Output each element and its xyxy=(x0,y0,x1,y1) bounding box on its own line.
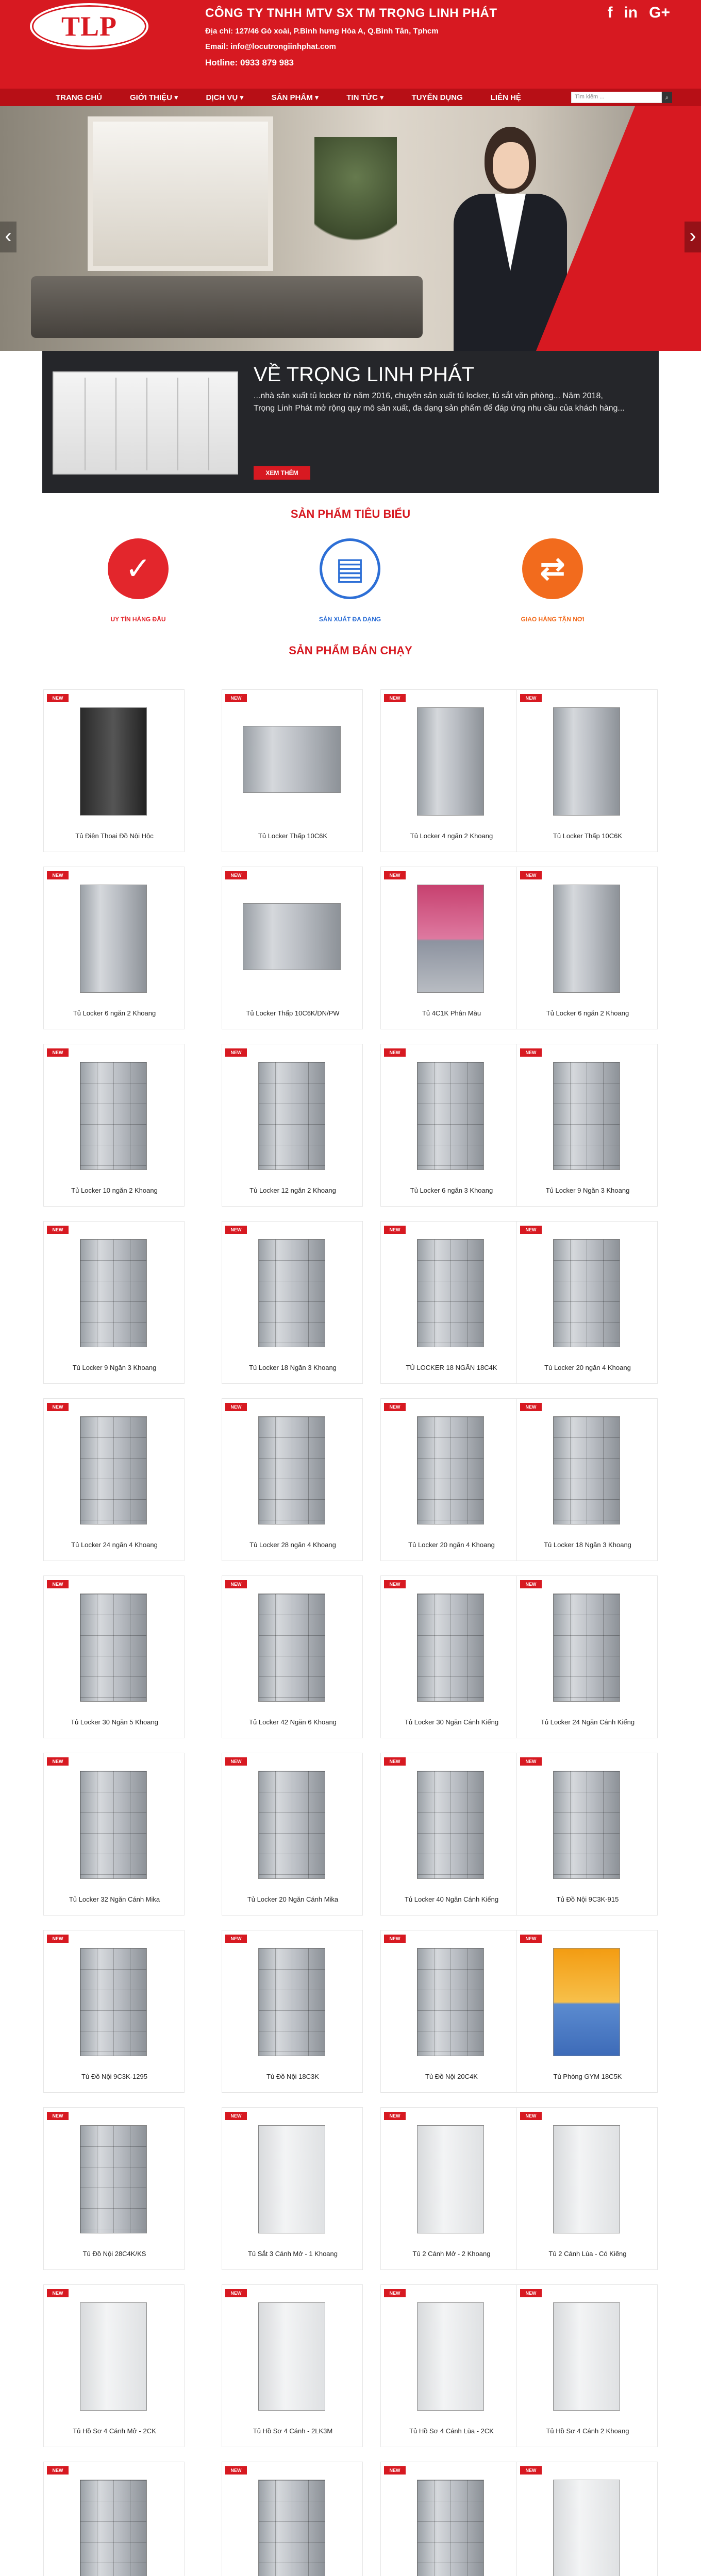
product-card[interactable] xyxy=(516,1930,658,2093)
product-card[interactable] xyxy=(222,689,363,852)
new-badge: NEW xyxy=(384,871,406,879)
company-hotline[interactable]: Hotline: 0933 879 983 xyxy=(205,58,294,67)
hero-next-arrow[interactable]: › xyxy=(685,222,701,252)
new-badge: NEW xyxy=(225,1048,247,1057)
product-card[interactable] xyxy=(222,1930,363,2093)
product-card[interactable] xyxy=(43,1575,185,1738)
product-name[interactable]: Tủ Đồ Nội 9C3K-915 xyxy=(556,1895,619,1903)
new-badge: NEW xyxy=(225,2112,247,2120)
product-card[interactable] xyxy=(222,1221,363,1384)
new-badge: NEW xyxy=(47,1935,69,1943)
nav-item-products[interactable]: SẢN PHẨM ▾ xyxy=(271,93,319,102)
product-card[interactable] xyxy=(380,1753,522,1916)
product-card[interactable] xyxy=(516,1044,658,1207)
new-badge: NEW xyxy=(384,694,406,702)
product-name[interactable]: Tủ Locker 30 Ngăn 5 Khoang xyxy=(71,1718,158,1726)
product-image[interactable] xyxy=(243,903,341,970)
product-card[interactable] xyxy=(516,2107,658,2270)
product-name[interactable]: Tủ Điện Thoại Đồ Nội Hộc xyxy=(75,832,154,840)
product-image[interactable] xyxy=(258,2480,325,2576)
product-image[interactable] xyxy=(553,2480,620,2576)
product-name[interactable]: Tủ Locker 6 ngăn 3 Khoang xyxy=(410,1187,493,1194)
product-image[interactable] xyxy=(80,1416,147,1524)
product-card[interactable] xyxy=(516,1575,658,1738)
product-name[interactable]: Tủ 4C1K Phân Màu xyxy=(422,1009,481,1017)
product-image[interactable] xyxy=(258,1062,325,1170)
new-badge: NEW xyxy=(384,2466,406,2475)
product-image[interactable] xyxy=(417,1594,484,1702)
shield-icon: ✓ xyxy=(108,538,169,599)
new-badge: NEW xyxy=(225,1580,247,1588)
product-name[interactable]: Tủ Locker 6 ngăn 2 Khoang xyxy=(73,1009,156,1017)
new-badge: NEW xyxy=(520,694,542,702)
product-name[interactable]: Tủ Hồ Sơ 4 Cánh - 2LK3M xyxy=(253,2427,333,2435)
product-image[interactable] xyxy=(258,1771,325,1879)
new-badge: NEW xyxy=(520,1226,542,1234)
product-image[interactable] xyxy=(80,885,147,993)
product-card[interactable] xyxy=(43,2107,185,2270)
new-badge: NEW xyxy=(47,2466,69,2475)
cabinet-icon: ▤ xyxy=(320,538,380,599)
product-card[interactable] xyxy=(222,1398,363,1561)
hero-background-window xyxy=(88,116,273,271)
hero-background-plant xyxy=(314,137,397,271)
new-badge: NEW xyxy=(520,2289,542,2297)
new-badge: NEW xyxy=(47,694,69,702)
product-image[interactable] xyxy=(553,2302,620,2411)
new-badge: NEW xyxy=(384,1757,406,1766)
product-card[interactable] xyxy=(380,2107,522,2270)
new-badge: NEW xyxy=(520,1757,542,1766)
product-image[interactable] xyxy=(258,1239,325,1347)
new-badge: NEW xyxy=(225,1403,247,1411)
product-card[interactable] xyxy=(222,1575,363,1738)
product-image[interactable] xyxy=(417,1948,484,2056)
product-card[interactable] xyxy=(222,867,363,1029)
about-cabinet-image xyxy=(53,371,238,474)
new-badge: NEW xyxy=(47,2289,69,2297)
product-image[interactable] xyxy=(553,1771,620,1879)
product-card[interactable] xyxy=(516,1221,658,1384)
product-image[interactable] xyxy=(417,1771,484,1879)
new-badge: NEW xyxy=(225,2289,247,2297)
product-image[interactable] xyxy=(258,2302,325,2411)
nav-item-about[interactable]: GIỚI THIỆU ▾ xyxy=(130,93,178,102)
product-name[interactable]: Tủ Sắt 3 Cánh Mở - 1 Khoang xyxy=(247,2250,338,2258)
product-name[interactable]: Tủ Locker 12 ngăn 2 Khoang xyxy=(249,1187,336,1194)
main-nav xyxy=(0,89,701,106)
featured-label: GIAO HÀNG TẬN NƠI xyxy=(521,616,585,623)
new-badge: NEW xyxy=(225,1226,247,1234)
product-name[interactable]: Tủ Locker 20 Ngăn Cánh Mika xyxy=(247,1895,339,1903)
new-badge: NEW xyxy=(47,1580,69,1588)
new-badge: NEW xyxy=(520,1048,542,1057)
product-image[interactable] xyxy=(417,2125,484,2233)
product-card[interactable] xyxy=(516,2284,658,2447)
truck-icon: ⇄ xyxy=(522,538,583,599)
product-image[interactable] xyxy=(80,2125,147,2233)
nav-item-contact[interactable]: LIÊN HỆ xyxy=(490,93,521,102)
new-badge: NEW xyxy=(225,1757,247,1766)
hero-prev-arrow[interactable]: ‹ xyxy=(0,222,16,252)
product-name[interactable]: Tủ Locker Thấp 10C6K xyxy=(258,832,328,840)
product-card[interactable] xyxy=(43,689,185,852)
product-image[interactable] xyxy=(80,1239,147,1347)
new-badge: NEW xyxy=(47,1757,69,1766)
product-card[interactable] xyxy=(380,1930,522,2093)
product-card[interactable] xyxy=(516,1398,658,1561)
nav-item-services[interactable]: DỊCH VỤ ▾ xyxy=(206,93,244,102)
new-badge: NEW xyxy=(384,1226,406,1234)
product-card[interactable] xyxy=(43,1221,185,1384)
product-name[interactable]: Tủ Phòng GYM 18C5K xyxy=(553,2073,622,2080)
product-image[interactable] xyxy=(80,1948,147,2056)
product-card[interactable] xyxy=(516,1753,658,1916)
product-card[interactable] xyxy=(380,1398,522,1561)
new-badge: NEW xyxy=(47,1403,69,1411)
product-card[interactable] xyxy=(43,1753,185,1916)
featured-title: SẢN PHẨM TIÊU BIỂU xyxy=(290,507,411,520)
product-image[interactable] xyxy=(417,2302,484,2411)
product-card[interactable] xyxy=(380,1575,522,1738)
new-badge: NEW xyxy=(47,2112,69,2120)
product-image[interactable] xyxy=(80,2480,147,2576)
new-badge: NEW xyxy=(225,1935,247,1943)
product-name[interactable]: Tủ Locker 9 Ngăn 3 Khoang xyxy=(545,1187,630,1194)
chevron-down-icon: ▾ xyxy=(314,93,319,102)
product-name[interactable]: Tủ Hồ Sơ 4 Cánh Lùa - 2CK xyxy=(409,2427,494,2435)
product-image[interactable] xyxy=(553,1062,620,1170)
new-badge: NEW xyxy=(520,1580,542,1588)
logo[interactable] xyxy=(30,3,148,49)
nav-item-home[interactable]: TRANG CHỦ xyxy=(56,93,102,102)
social-links xyxy=(607,4,670,22)
product-image[interactable] xyxy=(243,726,341,793)
product-name[interactable]: Tủ Đồ Nội 18C3K xyxy=(266,2073,319,2080)
product-card[interactable] xyxy=(222,1753,363,1916)
company-email[interactable]: Email: info@locutrongiinhphat.com xyxy=(205,42,336,51)
product-image[interactable] xyxy=(80,2302,147,2411)
facebook-icon[interactable]: f xyxy=(607,4,613,21)
product-card[interactable] xyxy=(222,2284,363,2447)
product-card[interactable] xyxy=(380,867,522,1029)
product-image[interactable] xyxy=(553,1416,620,1524)
product-name[interactable]: Tủ Locker 24 Ngăn Cánh Kiếng xyxy=(540,1718,635,1726)
product-image[interactable] xyxy=(417,1062,484,1170)
product-name[interactable]: Tủ Đồ Nội 20C4K xyxy=(425,2073,478,2080)
product-image[interactable] xyxy=(553,1239,620,1347)
product-image[interactable] xyxy=(417,1239,484,1347)
bestseller-title: SẢN PHẨM BÁN CHẠY xyxy=(289,644,412,657)
product-image[interactable] xyxy=(553,1594,620,1702)
product-card[interactable] xyxy=(43,867,185,1029)
product-card[interactable] xyxy=(516,867,658,1029)
new-badge: NEW xyxy=(225,2466,247,2475)
product-card[interactable] xyxy=(380,1221,522,1384)
new-badge: NEW xyxy=(47,1226,69,1234)
product-image[interactable] xyxy=(553,2125,620,2233)
product-image[interactable] xyxy=(258,1594,325,1702)
product-card[interactable] xyxy=(380,689,522,852)
product-name[interactable]: TỦ LOCKER 18 NGĂN 18C4K xyxy=(406,1364,497,1371)
product-name[interactable]: Tủ Hồ Sơ 4 Cánh Mở - 2CK xyxy=(73,2427,156,2435)
product-card[interactable] xyxy=(380,2462,522,2576)
about-section xyxy=(42,351,659,493)
new-badge: NEW xyxy=(520,871,542,879)
search-icon[interactable]: ⌕ xyxy=(662,92,672,103)
product-card[interactable] xyxy=(380,1044,522,1207)
product-name[interactable]: Tủ Locker 4 ngăn 2 Khoang xyxy=(410,832,493,840)
company-address: Địa chỉ: 127/46 Gò xoài, P.Bình hưng Hòa A, Q.Bình Tân, Tphcm xyxy=(205,27,439,36)
linkedin-icon[interactable]: in xyxy=(624,4,638,21)
new-badge: NEW xyxy=(520,2466,542,2475)
product-card[interactable] xyxy=(516,689,658,852)
new-badge: NEW xyxy=(520,1403,542,1411)
product-name[interactable]: Tủ Locker 18 Ngăn 3 Khoang xyxy=(544,1541,631,1549)
chevron-down-icon: ▾ xyxy=(174,93,178,102)
product-name[interactable]: Tủ Locker 32 Ngăn Cánh Mika xyxy=(69,1895,160,1903)
product-card[interactable] xyxy=(43,1398,185,1561)
logo-text: TLP xyxy=(61,11,118,42)
product-image[interactable] xyxy=(417,885,484,993)
new-badge: NEW xyxy=(225,871,247,879)
new-badge: NEW xyxy=(47,1048,69,1057)
product-name[interactable]: Tủ Hồ Sơ 4 Cánh 2 Khoang xyxy=(546,2427,629,2435)
new-badge: NEW xyxy=(384,1580,406,1588)
new-badge: NEW xyxy=(47,871,69,879)
chevron-down-icon: ▾ xyxy=(240,93,244,102)
product-name[interactable]: Tủ Đồ Nội 9C3K-1295 xyxy=(81,2073,147,2080)
product-image[interactable] xyxy=(258,1948,325,2056)
nav-item-news[interactable]: TIN TỨC ▾ xyxy=(346,93,384,102)
product-image[interactable] xyxy=(258,1416,325,1524)
chevron-down-icon: ▾ xyxy=(380,93,384,102)
product-card[interactable] xyxy=(43,2284,185,2447)
hero-background-sofa xyxy=(31,276,423,338)
new-badge: NEW xyxy=(384,1935,406,1943)
new-badge: NEW xyxy=(384,1048,406,1057)
product-card[interactable] xyxy=(222,2462,363,2576)
product-name[interactable]: Tủ Locker 20 ngăn 4 Khoang xyxy=(544,1364,631,1371)
product-image[interactable] xyxy=(80,1062,147,1170)
product-card[interactable] xyxy=(43,2462,185,2576)
product-image[interactable] xyxy=(258,2125,325,2233)
company-name: CÔNG TY TNHH MTV SX TM TRỌNG LINH PHÁT xyxy=(205,6,497,20)
new-badge: NEW xyxy=(384,2112,406,2120)
nav-item-careers[interactable]: TUYỂN DỤNG xyxy=(411,93,463,102)
about-text: ...nhà sản xuất tủ locker từ năm 2016, chuyên sản xuất tủ locker, tủ sắt văn phòng... Năm 2018, Trọng Linh Phát mở rộng quy mô sản xuất, đa dạng sản phẩm để đáp ứng nhu cầu của khách hàng... xyxy=(254,392,625,413)
product-image[interactable] xyxy=(553,885,620,993)
product-name[interactable]: Tủ Locker 9 Ngăn 3 Khoang xyxy=(72,1364,157,1371)
product-name[interactable]: Tủ Locker Thấp 10C6K xyxy=(553,832,623,840)
product-image[interactable] xyxy=(80,1594,147,1702)
about-title: VỀ TRỌNG LINH PHÁT xyxy=(254,363,475,386)
product-image[interactable] xyxy=(417,707,484,816)
product-card[interactable] xyxy=(43,1044,185,1207)
product-name[interactable]: Tủ Locker 20 ngăn 4 Khoang xyxy=(408,1541,495,1549)
new-badge: NEW xyxy=(520,1935,542,1943)
product-card[interactable] xyxy=(222,2107,363,2270)
featured-label: UY TÍN HÀNG ĐẦU xyxy=(110,616,166,623)
product-name[interactable]: Tủ Locker 40 Ngăn Cánh Kiếng xyxy=(404,1895,499,1903)
product-card[interactable] xyxy=(380,2284,522,2447)
new-badge: NEW xyxy=(384,1403,406,1411)
product-card[interactable] xyxy=(222,1044,363,1207)
product-name[interactable]: Tủ 2 Cánh Lùa - Có Kiếng xyxy=(548,2250,627,2258)
product-image[interactable] xyxy=(80,1771,147,1879)
product-image[interactable] xyxy=(417,2480,484,2576)
site-header xyxy=(0,0,701,89)
product-image[interactable] xyxy=(80,707,147,816)
new-badge: NEW xyxy=(520,2112,542,2120)
product-image[interactable] xyxy=(553,707,620,816)
product-card[interactable] xyxy=(43,1930,185,2093)
product-name[interactable]: Tủ Locker 18 Ngăn 3 Khoang xyxy=(249,1364,337,1371)
product-name[interactable]: Tủ Locker 42 Ngăn 6 Khoang xyxy=(249,1718,337,1726)
search-input[interactable]: Tìm kiếm ... xyxy=(571,92,662,103)
product-name[interactable]: Tủ Locker Thấp 10C6K/DN/PW xyxy=(246,1009,340,1017)
new-badge: NEW xyxy=(384,2289,406,2297)
product-name[interactable]: Tủ Locker 30 Ngăn Cánh Kiếng xyxy=(404,1718,499,1726)
about-more-button[interactable]: XEM THÊM xyxy=(254,466,310,480)
product-card[interactable] xyxy=(516,2462,658,2576)
product-name[interactable]: Tủ 2 Cánh Mở - 2 Khoang xyxy=(412,2250,491,2258)
google-plus-icon[interactable]: G+ xyxy=(649,4,670,21)
product-name[interactable]: Tủ Locker 6 ngăn 2 Khoang xyxy=(546,1009,629,1017)
product-image[interactable] xyxy=(417,1416,484,1524)
new-badge: NEW xyxy=(225,694,247,702)
product-name[interactable]: Tủ Locker 24 ngăn 4 Khoang xyxy=(71,1541,158,1549)
product-name[interactable]: Tủ Locker 10 ngăn 2 Khoang xyxy=(71,1187,158,1194)
product-name[interactable]: Tủ Đồ Nội 28C4K/KS xyxy=(82,2250,146,2258)
featured-label: SẢN XUẤT ĐA DẠNG xyxy=(319,616,381,623)
product-image[interactable] xyxy=(553,1948,620,2056)
product-name[interactable]: Tủ Locker 28 ngăn 4 Khoang xyxy=(249,1541,336,1549)
